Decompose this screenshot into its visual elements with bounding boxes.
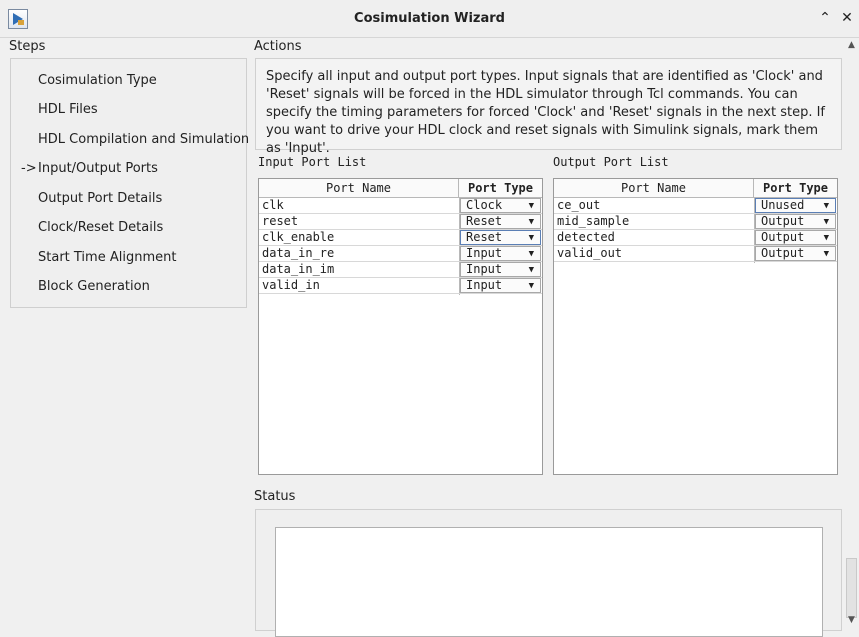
port-type-select[interactable] <box>460 278 541 293</box>
output-table-header <box>554 179 837 198</box>
table-row <box>259 246 542 262</box>
vertical-scrollbar[interactable] <box>844 38 859 631</box>
port-type-select[interactable] <box>460 230 541 245</box>
input-col-port-type[interactable]: Port Type <box>467 181 534 195</box>
port-type-value: Unused <box>761 198 805 212</box>
step-clock-reset-details[interactable]: Clock/Reset Details <box>38 220 164 235</box>
port-type-value: Clock <box>466 198 503 212</box>
table-row <box>554 230 837 246</box>
window-title: Cosimulation Wizard <box>354 11 505 26</box>
dropdown-icon: ▼ <box>823 201 829 211</box>
dropdown-icon: ▼ <box>528 217 534 227</box>
port-type-value: Input <box>466 278 503 292</box>
step-hdl-files[interactable]: HDL Files <box>38 102 98 117</box>
dropdown-icon: ▼ <box>528 233 534 243</box>
step-start-time-alignment[interactable]: Start Time Alignment <box>38 250 177 265</box>
table-row <box>259 262 542 278</box>
title-bar <box>0 0 859 38</box>
port-name-cell: ce_out <box>557 198 601 212</box>
port-type-value: Reset <box>466 214 503 228</box>
dropdown-icon: ▼ <box>528 281 534 291</box>
status-text-area[interactable] <box>275 527 823 637</box>
steps-header: Steps <box>9 39 46 54</box>
port-type-select[interactable] <box>755 198 836 213</box>
port-type-value: Output <box>761 246 805 260</box>
port-type-select[interactable] <box>460 198 541 213</box>
port-name-cell: reset <box>262 214 299 228</box>
table-row <box>259 214 542 230</box>
output-port-table <box>553 178 838 475</box>
collapse-button[interactable]: ⌃ <box>819 10 831 26</box>
close-button[interactable]: ✕ <box>841 10 853 26</box>
dropdown-icon: ▼ <box>528 249 534 259</box>
actions-header: Actions <box>254 39 302 54</box>
step-hdl-compilation[interactable]: HDL Compilation and Simulation <box>38 132 250 147</box>
port-type-value: Reset <box>466 230 503 244</box>
port-type-value: Output <box>761 214 805 228</box>
dropdown-icon: ▼ <box>823 249 829 259</box>
port-name-cell: clk <box>262 198 284 212</box>
port-name-cell: clk_enable <box>262 230 335 244</box>
port-name-cell: detected <box>557 230 615 244</box>
port-type-select[interactable] <box>755 230 836 245</box>
step-block-generation[interactable]: Block Generation <box>38 279 150 294</box>
table-row <box>554 246 837 262</box>
input-port-table <box>258 178 543 475</box>
table-row <box>554 214 837 230</box>
dropdown-icon: ▼ <box>528 201 534 211</box>
status-panel <box>255 509 842 631</box>
port-type-value: Input <box>466 246 503 260</box>
scrollbar-thumb[interactable] <box>846 558 857 618</box>
step-input-output-ports[interactable]: Input/Output Ports <box>38 161 158 176</box>
port-name-cell: data_in_im <box>262 262 335 276</box>
output-port-list-label: Output Port List <box>553 155 669 169</box>
port-type-select[interactable] <box>460 262 541 277</box>
port-type-select[interactable] <box>460 214 541 229</box>
output-col-port-name[interactable]: Port Name <box>554 179 754 197</box>
port-name-cell: data_in_re <box>262 246 335 260</box>
actions-description: Specify all input and output port types. Input signals that are identified as 'Clock' and 'Reset' signals will be forced in the HDL simulator through Tcl commands. You can specify the timing parameters for forced 'Clock' and 'Reset' signals in the next step. If you want to drive your HDL clock and reset signals with Simulink signals, mark them as 'Input'. <box>255 58 842 150</box>
input-col-port-name[interactable]: Port Name <box>259 179 459 197</box>
table-row <box>259 278 542 294</box>
current-step-marker: -> <box>21 161 37 176</box>
step-output-port-details[interactable]: Output Port Details <box>38 191 163 206</box>
table-row <box>554 198 837 214</box>
dropdown-icon: ▼ <box>528 265 534 275</box>
port-type-select[interactable] <box>755 214 836 229</box>
table-row <box>259 230 542 246</box>
scroll-down-icon[interactable]: ▼ <box>848 615 855 625</box>
input-port-list-label: Input Port List <box>258 155 367 169</box>
port-name-cell: valid_in <box>262 278 320 292</box>
input-table-header <box>259 179 542 198</box>
output-col-port-type[interactable]: Port Type <box>762 181 829 195</box>
port-name-cell: valid_out <box>557 246 623 260</box>
port-type-value: Output <box>761 230 805 244</box>
steps-panel <box>10 58 250 308</box>
status-header: Status <box>254 489 296 504</box>
step-cosimulation-type[interactable]: Cosimulation Type <box>38 73 157 88</box>
dropdown-icon: ▼ <box>823 217 829 227</box>
port-type-value: Input <box>466 262 503 276</box>
table-row <box>259 198 542 214</box>
port-type-select[interactable] <box>460 246 541 261</box>
scroll-up-icon[interactable]: ▲ <box>848 40 855 50</box>
port-type-select[interactable] <box>755 246 836 261</box>
dropdown-icon: ▼ <box>823 233 829 243</box>
port-name-cell: mid_sample <box>557 214 630 228</box>
